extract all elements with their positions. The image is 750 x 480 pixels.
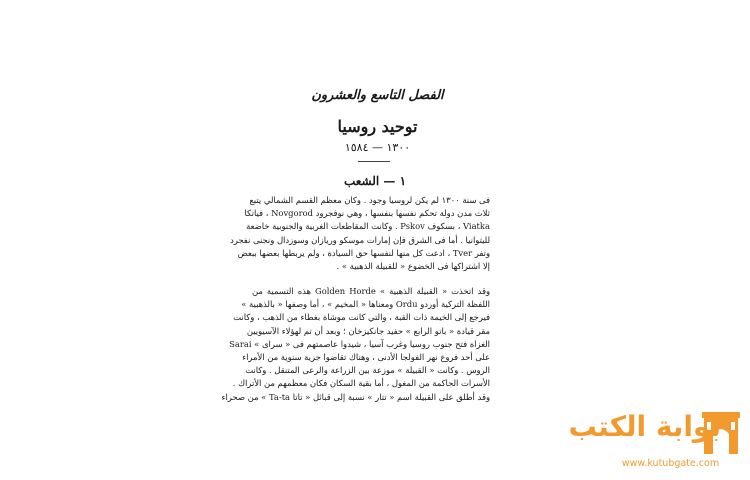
paragraph-line: الغزاة فتح جنوب روسيا وغرب آسيا ، شيدوا عاصمتهم فى « سراى » Sarai — [229, 338, 490, 349]
watermark-brand: بوابة الكتب — [568, 410, 721, 443]
paragraph-line: مقر قيادة « باتو الرابع » حفيد جانكيزخان ؛ وبعد أن تم لهؤلاء الآسيويين — [246, 325, 490, 336]
paragraph-line: فى سنة ١٣٠٠ لم يكن لروسيا وجود . وكان معظم القسم الشمالي يتبع — [249, 195, 490, 205]
paragraph-line: لليتوانيا . أما فى الشرق فإن إمارات موسكو وريازان وسوزدال ونجنى نفجرد — [230, 234, 490, 245]
paragraph-line: اللفظة التركية أوردو Ordu ومعناها « المخيم » ، أما وصفها « بالذهبية » — [241, 299, 490, 310]
paragraph-line: Viatka ، بسكوف Pskov . وكانت المقاطعات الغربية والجنوبية خاضعة — [246, 221, 490, 232]
paragraph-1 — [230, 194, 490, 273]
paragraph-2 — [221, 285, 490, 404]
year-range: ١٣٠٠ — ١٥٨٤ — [344, 141, 411, 154]
site-watermark — [568, 408, 746, 478]
page-title: توحيد روسيا — [337, 117, 418, 136]
paragraph-line: على أحد فروع نهر الفولجا الأدنى ، وهناك تقاضوا جزية سنوية من الأمراء — [242, 352, 490, 363]
paragraph-line: الروس . وكانت « القبيلة » موزعة بين الزراعة والرعى المتنقل . وكانت — [245, 365, 490, 376]
divider — [358, 161, 390, 162]
paragraph-line: الأسرات الحاكمة من المغول ، أما بقية السكان فكان معظمهم من الأتراك . — [232, 378, 490, 389]
chapter-heading: الفصل التاسع والعشرون — [311, 88, 444, 103]
section-heading: ١ — الشعب — [343, 174, 407, 188]
paragraph-line: وقد اتخذت « القبيلة الذهبية » Golden Horde هذه التسمية من — [252, 286, 490, 296]
paragraph-line: ثلاث مدن دولة تحكم نفسها بنفسها ، وهي نوفجرود Novgorod ، فياتكا — [244, 208, 490, 219]
watermark-url: www.kutubgate.com — [621, 458, 720, 469]
paragraph-line: فيرجع إلى الخيمة ذات القبة ، والتي كانت موشاة بغطاء من الذهب ، وكانت — [233, 312, 490, 323]
paragraph-line: وتفر Tver ، ادعت كل منها لنفسها حق السيادة ، ولم يربطها بعضها ببعض — [237, 247, 490, 258]
paragraph-line: وقد أطلق على القبيلة اسم « تتار » نسبة إلى قبائل « تاتا Ta-ta » من صحراء — [221, 391, 490, 402]
paragraph-line: إلا اشتراكها فى الخضوع « للقبيلة الذهبية » . — [336, 261, 490, 272]
